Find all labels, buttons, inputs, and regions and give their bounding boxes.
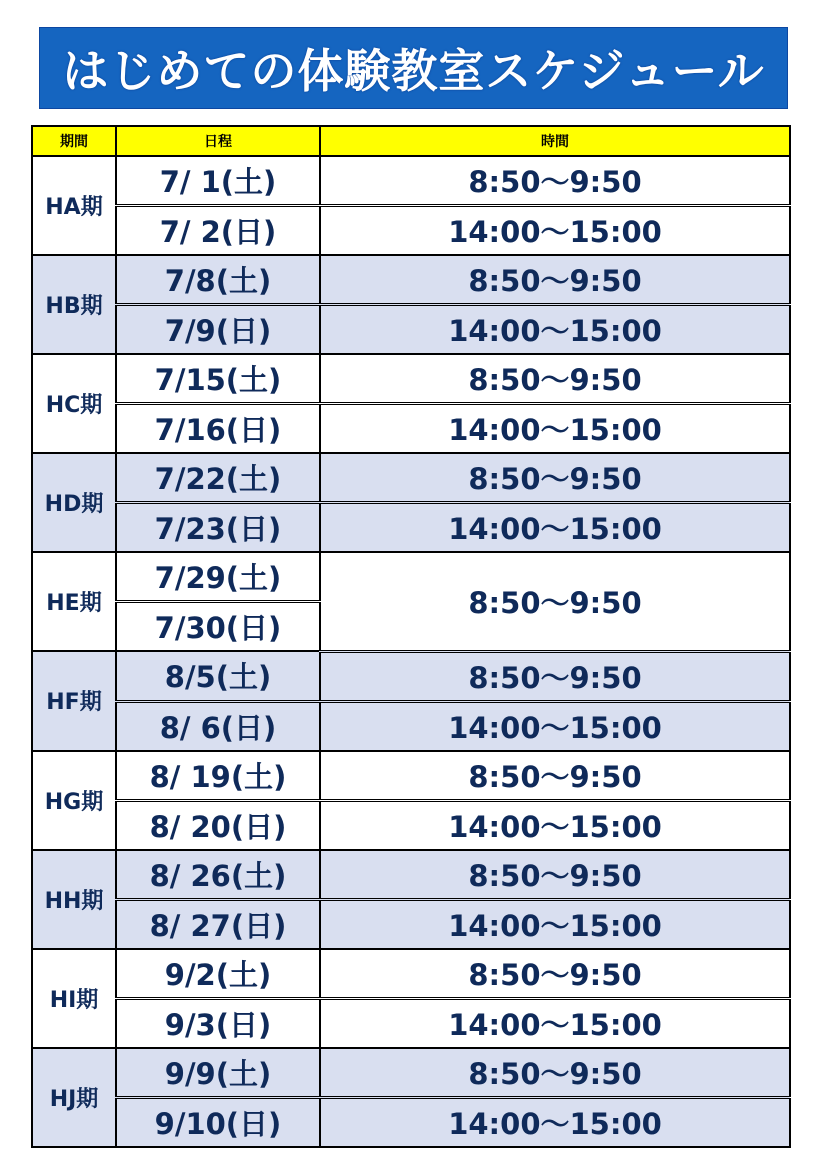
table-row <box>32 354 790 404</box>
time-cell: 8:50～9:50 <box>320 156 790 206</box>
table-row <box>32 651 790 701</box>
header-date: 日程 <box>116 126 320 156</box>
table-row <box>32 850 790 900</box>
period-cell: HD期 <box>32 453 116 552</box>
time-cell: 8:50～9:50 <box>320 850 790 900</box>
period-cell: HB期 <box>32 255 116 354</box>
schedule-group <box>32 850 790 949</box>
period-cell: HA期 <box>32 156 116 255</box>
period-cell: HJ期 <box>32 1048 116 1147</box>
period-cell: HG期 <box>32 751 116 850</box>
time-cell: 14:00～15:00 <box>320 800 790 850</box>
time-cell: 14:00～15:00 <box>320 404 790 454</box>
table-row <box>32 1097 790 1147</box>
date-cell: 7/29(土) <box>116 552 320 602</box>
title-banner <box>39 27 788 109</box>
date-cell: 7/23(日) <box>116 503 320 553</box>
date-cell: 7/30(日) <box>116 602 320 652</box>
date-cell: 7/15(土) <box>116 354 320 404</box>
schedule-group <box>32 1048 790 1147</box>
date-cell: 9/2(土) <box>116 949 320 999</box>
schedule-group <box>32 552 790 651</box>
period-cell: HC期 <box>32 354 116 453</box>
date-cell: 7/22(土) <box>116 453 320 503</box>
table-row <box>32 899 790 949</box>
date-cell: 8/ 19(土) <box>116 751 320 801</box>
table-row <box>32 998 790 1048</box>
time-cell: 8:50～9:50 <box>320 453 790 503</box>
date-cell: 9/9(土) <box>116 1048 320 1098</box>
schedule-group <box>32 156 790 255</box>
schedule-group <box>32 751 790 850</box>
table-row <box>32 255 790 305</box>
table-row <box>32 1048 790 1098</box>
schedule-group <box>32 949 790 1048</box>
table-row <box>32 751 790 801</box>
date-cell: 8/ 20(日) <box>116 800 320 850</box>
table-row <box>32 800 790 850</box>
date-cell: 7/ 1(土) <box>116 156 320 206</box>
date-cell: 8/ 27(日) <box>116 899 320 949</box>
page-title: はじめての体験教室スケジュール <box>62 44 765 98</box>
time-cell: 14:00～15:00 <box>320 1097 790 1147</box>
header-time: 時間 <box>320 126 790 156</box>
date-cell: 9/3(日) <box>116 998 320 1048</box>
schedule-group <box>32 354 790 453</box>
time-cell: 8:50～9:50 <box>320 751 790 801</box>
date-cell: 9/10(日) <box>116 1097 320 1147</box>
period-cell: HI期 <box>32 949 116 1048</box>
time-cell: 8:50～9:50 <box>320 354 790 404</box>
time-cell: 8:50～9:50 <box>320 949 790 999</box>
schedule-group <box>32 453 790 552</box>
schedule-group <box>32 255 790 354</box>
period-cell: HF期 <box>32 651 116 751</box>
time-cell: 14:00～15:00 <box>320 503 790 553</box>
table-row <box>32 206 790 256</box>
date-cell: 8/ 6(日) <box>116 701 320 751</box>
time-cell: 14:00～15:00 <box>320 305 790 355</box>
table-row <box>32 552 790 602</box>
period-cell: HE期 <box>32 552 116 651</box>
date-cell: 7/ 2(日) <box>116 206 320 256</box>
date-cell: 7/9(日) <box>116 305 320 355</box>
table-row <box>32 453 790 503</box>
time-cell: 8:50～9:50 <box>320 552 790 651</box>
time-cell: 8:50～9:50 <box>320 1048 790 1098</box>
header-row <box>32 126 790 156</box>
date-cell: 7/8(土) <box>116 255 320 305</box>
table-row <box>32 156 790 206</box>
date-cell: 7/16(日) <box>116 404 320 454</box>
table-row <box>32 305 790 355</box>
period-cell: HH期 <box>32 850 116 949</box>
time-cell: 8:50～9:50 <box>320 255 790 305</box>
header-period: 期間 <box>32 126 116 156</box>
time-cell: 14:00～15:00 <box>320 206 790 256</box>
time-cell: 14:00～15:00 <box>320 998 790 1048</box>
table-row <box>32 503 790 553</box>
schedule-table <box>31 125 791 1148</box>
time-cell: 14:00～15:00 <box>320 701 790 751</box>
schedule-group <box>32 651 790 751</box>
table-row <box>32 404 790 454</box>
date-cell: 8/5(土) <box>116 651 320 701</box>
table-row <box>32 701 790 751</box>
time-cell: 8:50～9:50 <box>320 651 790 701</box>
time-cell: 14:00～15:00 <box>320 899 790 949</box>
date-cell: 8/ 26(土) <box>116 850 320 900</box>
table-row <box>32 949 790 999</box>
